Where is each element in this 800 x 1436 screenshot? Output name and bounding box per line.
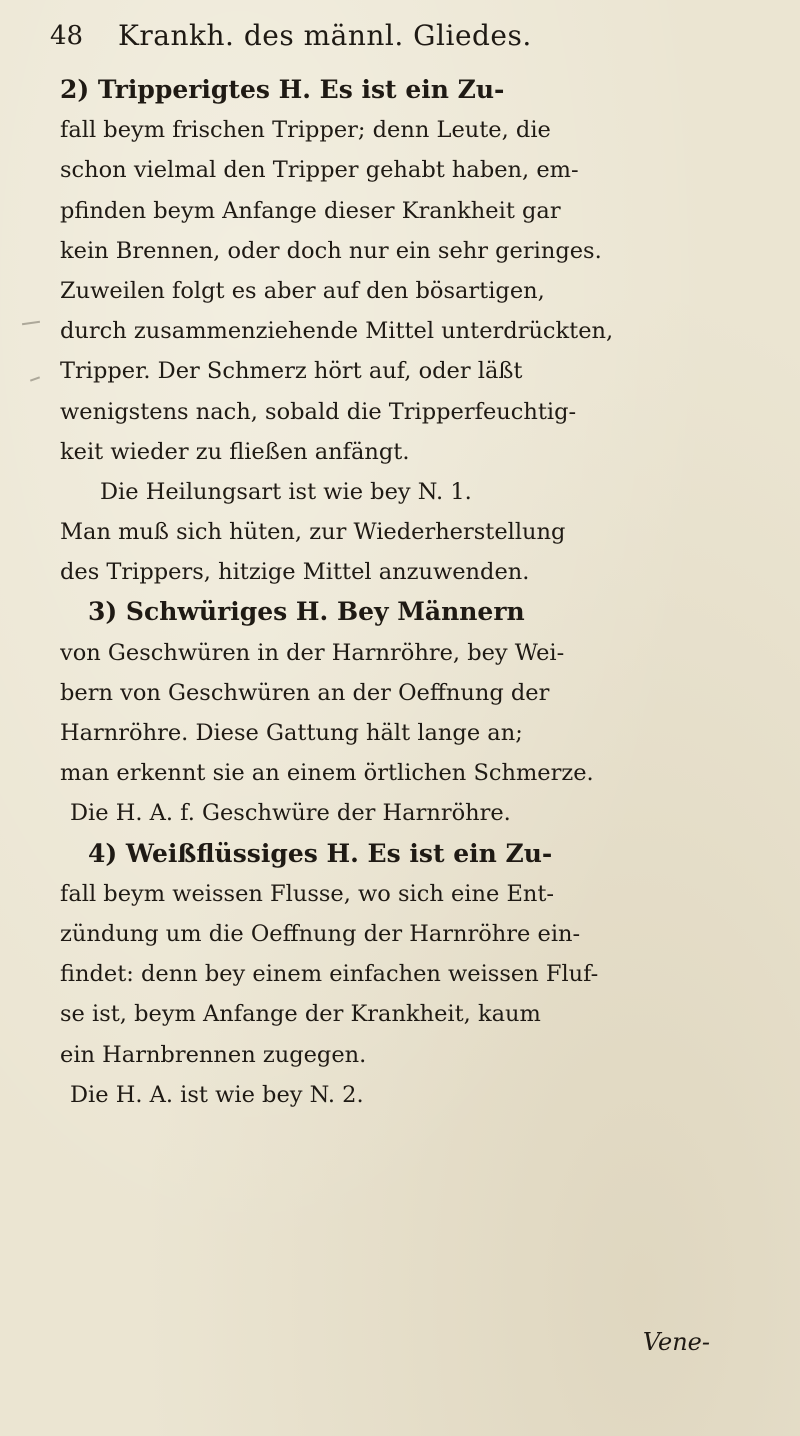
text-line: des Trippers, hitzige Mittel anzuwenden. xyxy=(60,559,530,586)
text-line: pfinden beym Anfange dieser Krankheit gar xyxy=(60,197,561,224)
text-line: wenigstens nach, sobald die Tripperfeuchtig- xyxy=(60,398,577,425)
text-line: Die H. A. ist wie bey N. 2. xyxy=(70,1081,364,1108)
text-line: kein Brennen, oder doch nur ein sehr geringes. xyxy=(60,237,602,264)
text-line: findet: denn bey einem einfachen weissen Fluf- xyxy=(60,961,599,988)
body-text xyxy=(60,70,760,1115)
text-line: man erkennt sie an einem örtlichen Schmerze. xyxy=(60,760,594,787)
text-line: Harnröhre. Diese Gattung hält lange an; xyxy=(60,720,523,746)
text-line: bern von Geschwüren an der Oeffnung der xyxy=(60,679,550,706)
running-head: Krankh. des männl. Gliedes. xyxy=(118,19,532,52)
page-header xyxy=(40,16,760,56)
text-line: von Geschwüren in der Harnröhre, bey Wei- xyxy=(60,639,565,666)
text-line: Die Heilungsart ist wie bey N. 1. xyxy=(100,478,472,505)
text-line: durch zusammenziehende Mittel unterdrückten, xyxy=(60,318,614,345)
text-line: zündung um die Oeffnung der Harnröhre ein- xyxy=(60,920,581,947)
text-line: Die H. A. f. Geschwüre der Harnröhre. xyxy=(70,800,511,827)
margin-mark xyxy=(30,376,40,381)
text-line: Zuweilen folgt es aber auf den bösartigen, xyxy=(60,277,545,304)
text-line: Tripper. Der Schmerz hört auf, oder läßt xyxy=(60,358,523,385)
text-line: fall beym frischen Tripper; denn Leute, die xyxy=(60,117,551,144)
text-line: ein Harnbrennen zugegen. xyxy=(60,1041,367,1068)
text-line: 3) Schwüriges H. Bey Männern xyxy=(88,597,525,627)
text-line: 4) Weißflüssiges H. Es ist ein Zu- xyxy=(88,838,553,868)
text-line: 2) Tripperigtes H. Es ist ein Zu- xyxy=(60,75,505,104)
margin-mark xyxy=(22,321,40,325)
text-line: fall beym weissen Flusse, wo sich eine Ent- xyxy=(60,880,555,907)
catchword: Vene- xyxy=(642,1328,710,1356)
text-line: keit wieder zu fließen anfängt. xyxy=(60,438,410,465)
text-line: se ist, beym Anfange der Krankheit, kaum xyxy=(60,1001,541,1028)
page-number: 48 xyxy=(50,21,84,51)
text-line: Man muß sich hüten, zur Wiederherstellung xyxy=(60,519,566,546)
text-line: schon vielmal den Tripper gehabt haben, em- xyxy=(60,157,579,184)
